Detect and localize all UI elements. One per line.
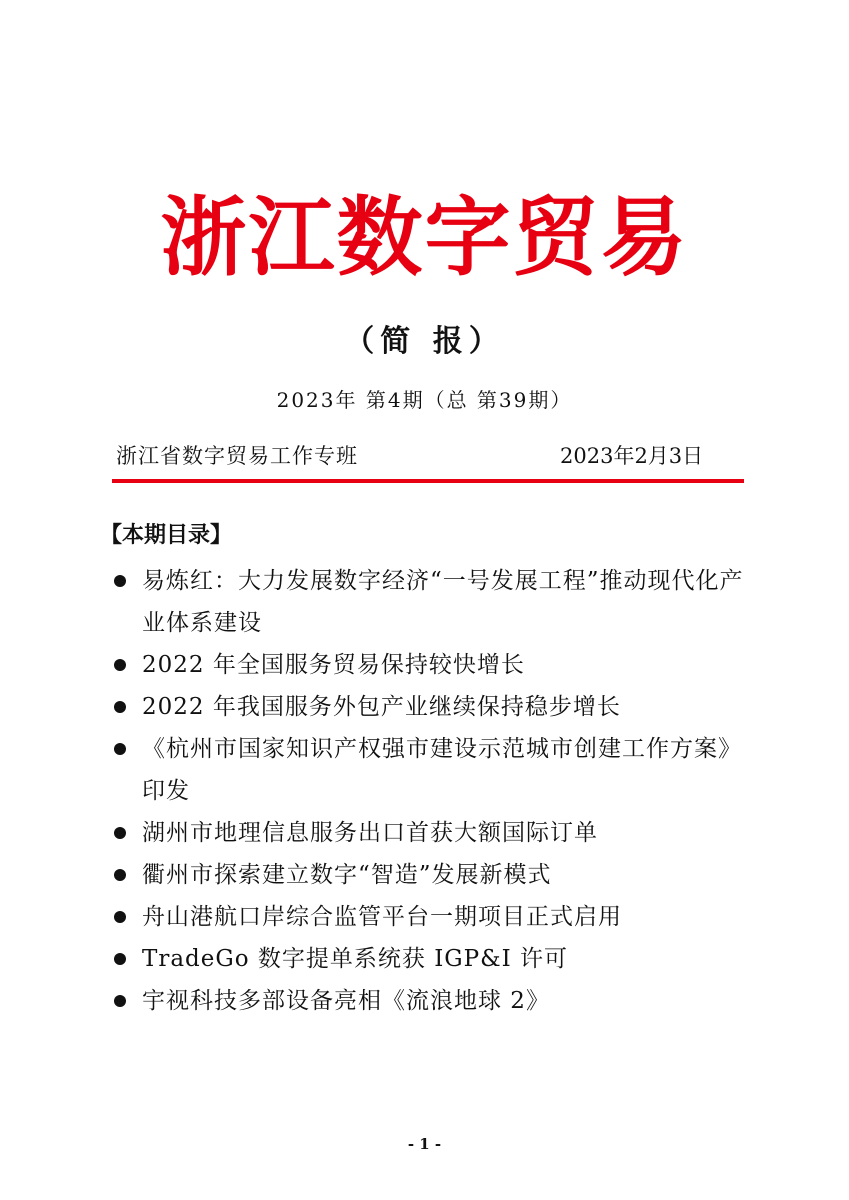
toc-item[interactable] [110,686,750,728]
toc-item[interactable] [110,560,750,644]
toc-item-title: 2022 年全国服务贸易保持较快增长 [142,652,525,678]
bullet-icon [114,953,126,965]
toc-item-title: 宇视科技多部设备亮相《流浪地球 2》 [142,988,550,1014]
red-divider-rule [112,479,744,483]
bullet-icon [114,869,126,881]
issue-number: 2023年 第4期（总 第39期） [276,388,573,412]
toc-item[interactable] [110,980,750,1022]
toc-item[interactable] [110,728,750,812]
toc-item[interactable] [110,854,750,896]
toc-item-title: 衢州市探索建立数字“智造”发展新模式 [142,862,552,888]
issuer-name: 浙江省数字贸易工作专班 [116,444,358,468]
bullet-icon [114,575,126,587]
toc-item[interactable] [110,938,750,980]
page-number: - 1 - [407,1135,442,1153]
toc-item[interactable] [110,644,750,686]
toc-item-title: TradeGo 数字提单系统获 IGP&I 许可 [142,946,569,972]
toc-item-title: 湖州市地理信息服务出口首获大额国际订单 [142,820,598,846]
toc-item-title: 舟山港航口岸综合监管平台一期项目正式启用 [142,904,622,930]
toc-item-title: 2022 年我国服务外包产业继续保持稳步增长 [142,694,621,720]
toc-item[interactable] [110,812,750,854]
toc-item[interactable] [110,896,750,938]
bullet-icon [114,743,126,755]
bullet-icon [114,911,126,923]
bullet-icon [114,701,126,713]
bullet-icon [114,995,126,1007]
bullet-icon [114,659,126,671]
issue-date: 2023年2月3日 [560,444,704,468]
toc-item-title: 易炼红：大力发展数字经济“一号发展工程”推动现代化产业体系建设 [142,568,744,636]
toc-item-title: 《杭州市国家知识产权强市建设示范城市创建工作方案》印发 [142,736,742,804]
toc-heading: 【本期目录】 [100,523,233,548]
masthead-title: 浙江数字贸易 [160,187,689,288]
bullet-icon [114,827,126,839]
bulletin-subtitle: （简 报） [344,324,505,359]
toc-list [110,560,750,1022]
